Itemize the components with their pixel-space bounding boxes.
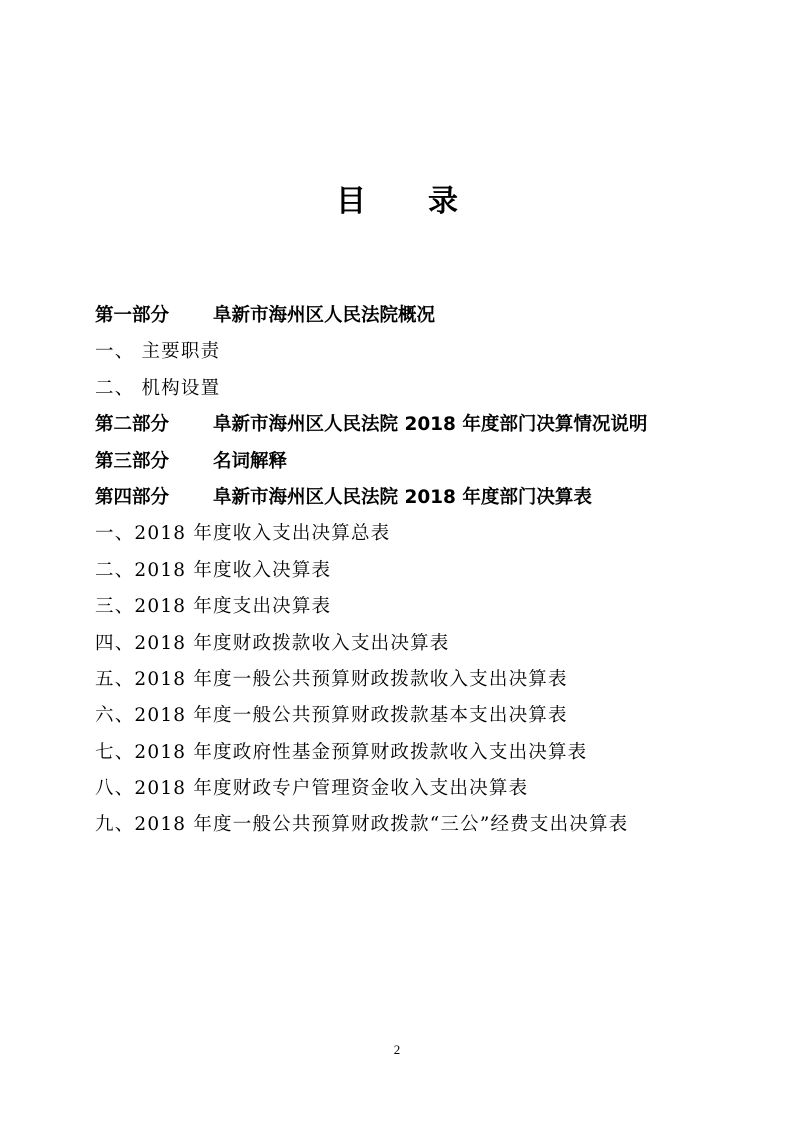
toc-part-number: 第四部分 [95, 486, 170, 508]
toc-part-2[interactable] [95, 407, 755, 443]
toc-item[interactable]: 二、2018 年度收入决算表 [95, 559, 332, 581]
toc-item[interactable]: 二、 机构设置 [95, 377, 221, 399]
toc-part-number: 第二部分 [95, 414, 170, 436]
toc-item[interactable]: 一、2018 年度收入支出决算总表 [95, 523, 391, 545]
toc-part-title: 名词解释 [213, 450, 288, 472]
document-title [0, 182, 794, 222]
page-number: 2 [393, 1042, 401, 1057]
title-char-1: 目 [336, 184, 366, 219]
toc-part-1[interactable] [95, 298, 755, 334]
toc-item[interactable]: 九、2018 年度一般公共预算财政拨款“三公”经费支出决算表 [95, 814, 629, 836]
toc-part-4[interactable] [95, 480, 755, 516]
title-char-2: 录 [428, 184, 458, 219]
toc-item[interactable]: 五、2018 年度一般公共预算财政拨款收入支出决算表 [95, 668, 568, 690]
toc-part-title: 阜新市海州区人民法院 2018 年度部门决算表 [213, 486, 592, 508]
toc-part-number: 第一部分 [95, 305, 170, 326]
toc-item[interactable]: 七、2018 年度政府性基金预算财政拨款收入支出决算表 [95, 741, 588, 763]
toc-item[interactable]: 四、2018 年度财政拨款收入支出决算表 [95, 632, 450, 654]
toc-part-title: 阜新市海州区人民法院概况 [213, 305, 436, 326]
table-of-contents [95, 298, 755, 844]
toc-item[interactable]: 八、2018 年度财政专户管理资金收入支出决算表 [95, 778, 529, 800]
toc-item[interactable]: 三、2018 年度支出决算表 [95, 596, 332, 618]
toc-part-number: 第三部分 [95, 450, 170, 472]
toc-item[interactable]: 一、 主要职责 [95, 341, 221, 363]
toc-part-3[interactable] [95, 444, 755, 480]
toc-part-title: 阜新市海州区人民法院 2018 年度部门决算情况说明 [213, 414, 648, 436]
toc-item[interactable]: 六、2018 年度一般公共预算财政拨款基本支出决算表 [95, 705, 568, 727]
